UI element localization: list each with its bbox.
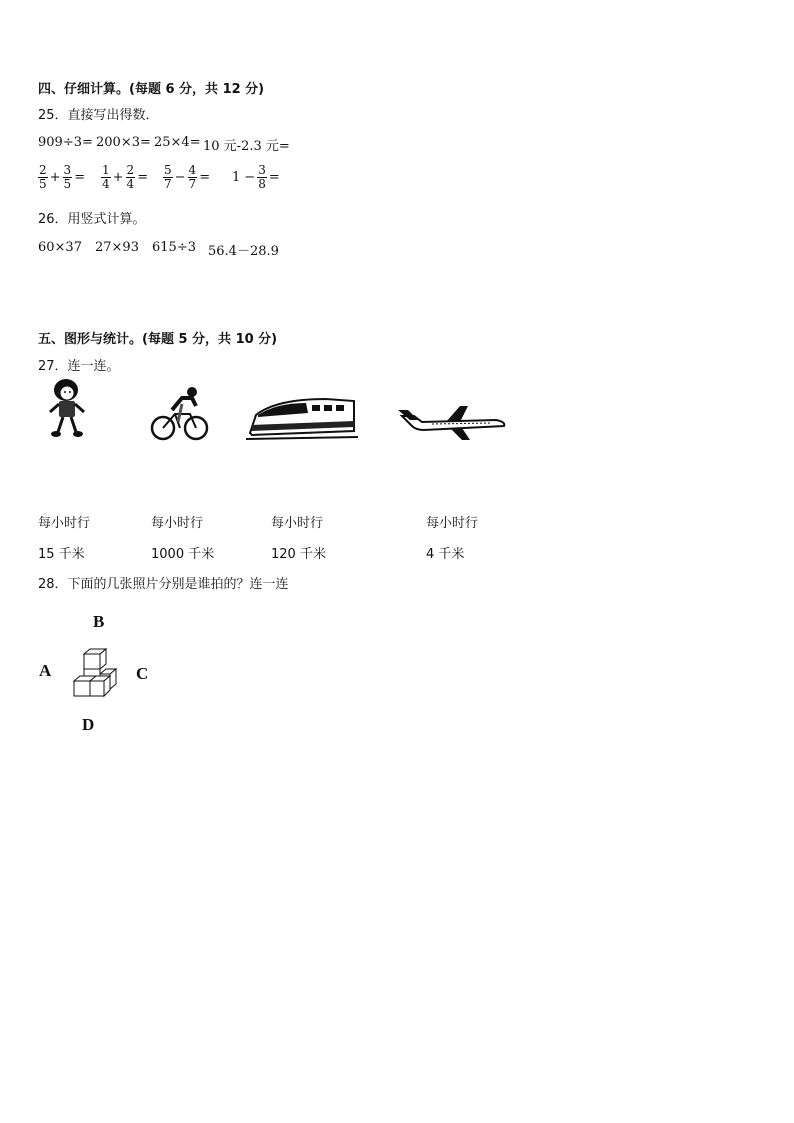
q25-item-3: 25×4= bbox=[154, 135, 201, 150]
speed-value-1: 15 千米 bbox=[38, 547, 85, 562]
speed-label-4: 每小时行 bbox=[426, 516, 479, 531]
speed-label-1: 每小时行 bbox=[38, 516, 91, 531]
q25-fraction-expr-4: 1 − $\frac{3}{8}$ = bbox=[232, 163, 280, 191]
speed-value-2: 1000 千米 bbox=[151, 547, 215, 562]
q26-item-2: 27×93 bbox=[95, 240, 139, 255]
speed-value-3: 120 千米 bbox=[271, 547, 326, 562]
q25-fraction-expr-3: $\frac{5}{7}$ − $\frac{4}{7}$ = bbox=[164, 163, 211, 191]
question-26-title: 26．用竖式计算。 bbox=[38, 212, 146, 227]
speed-label-3: 每小时行 bbox=[271, 516, 324, 531]
q25-fraction-expr-2: $\frac{1}{4}$ + $\frac{2}{4}$ = bbox=[102, 163, 149, 191]
fraction: $\frac{3}{5}$ bbox=[63, 163, 72, 191]
section-5-heading: 五、图形与统计。(每题 5 分，共 10 分) bbox=[38, 332, 278, 347]
q26-item-3: 615÷3 bbox=[152, 240, 196, 255]
q25-item-1: 909÷3= bbox=[38, 135, 93, 150]
speed-label-2: 每小时行 bbox=[151, 516, 204, 531]
girl-walking-icon bbox=[44, 376, 94, 440]
fraction: $\frac{2}{4}$ bbox=[126, 163, 135, 191]
q25-item-4: 10 元-2.3 元= bbox=[203, 139, 290, 154]
fraction: $\frac{1}{4}$ bbox=[102, 163, 110, 191]
label-b: B bbox=[93, 612, 105, 631]
label-a: A bbox=[39, 661, 52, 680]
q25-item-2: 200×3= bbox=[96, 135, 151, 150]
question-28-title: 28．下面的几张照片分别是谁拍的？连一连 bbox=[38, 577, 289, 592]
label-d: D bbox=[82, 715, 95, 734]
cube-stack-icon bbox=[72, 646, 120, 698]
fraction: $\frac{2}{5}$ bbox=[39, 163, 47, 191]
q26-item-1: 60×37 bbox=[38, 240, 82, 255]
airplane-icon bbox=[396, 402, 508, 442]
fraction: $\frac{5}{7}$ bbox=[164, 163, 172, 191]
high-speed-train-icon bbox=[246, 393, 360, 441]
q25-fraction-expr-1: $\frac{2}{5}$ + $\frac{3}{5}$ = bbox=[39, 163, 86, 191]
label-c: C bbox=[136, 664, 149, 683]
fraction: $\frac{3}{8}$ bbox=[258, 163, 266, 191]
question-27-title: 27．连一连。 bbox=[38, 359, 120, 374]
question-25-title: 25．直接写出得数． bbox=[38, 108, 159, 123]
q26-item-4: 56.4－28.9 bbox=[208, 244, 279, 259]
fraction: $\frac{4}{7}$ bbox=[188, 163, 197, 191]
speed-value-4: 4 千米 bbox=[426, 547, 465, 562]
cyclist-icon bbox=[150, 384, 210, 442]
section-4-heading: 四、仔细计算。(每题 6 分，共 12 分) bbox=[38, 82, 265, 97]
